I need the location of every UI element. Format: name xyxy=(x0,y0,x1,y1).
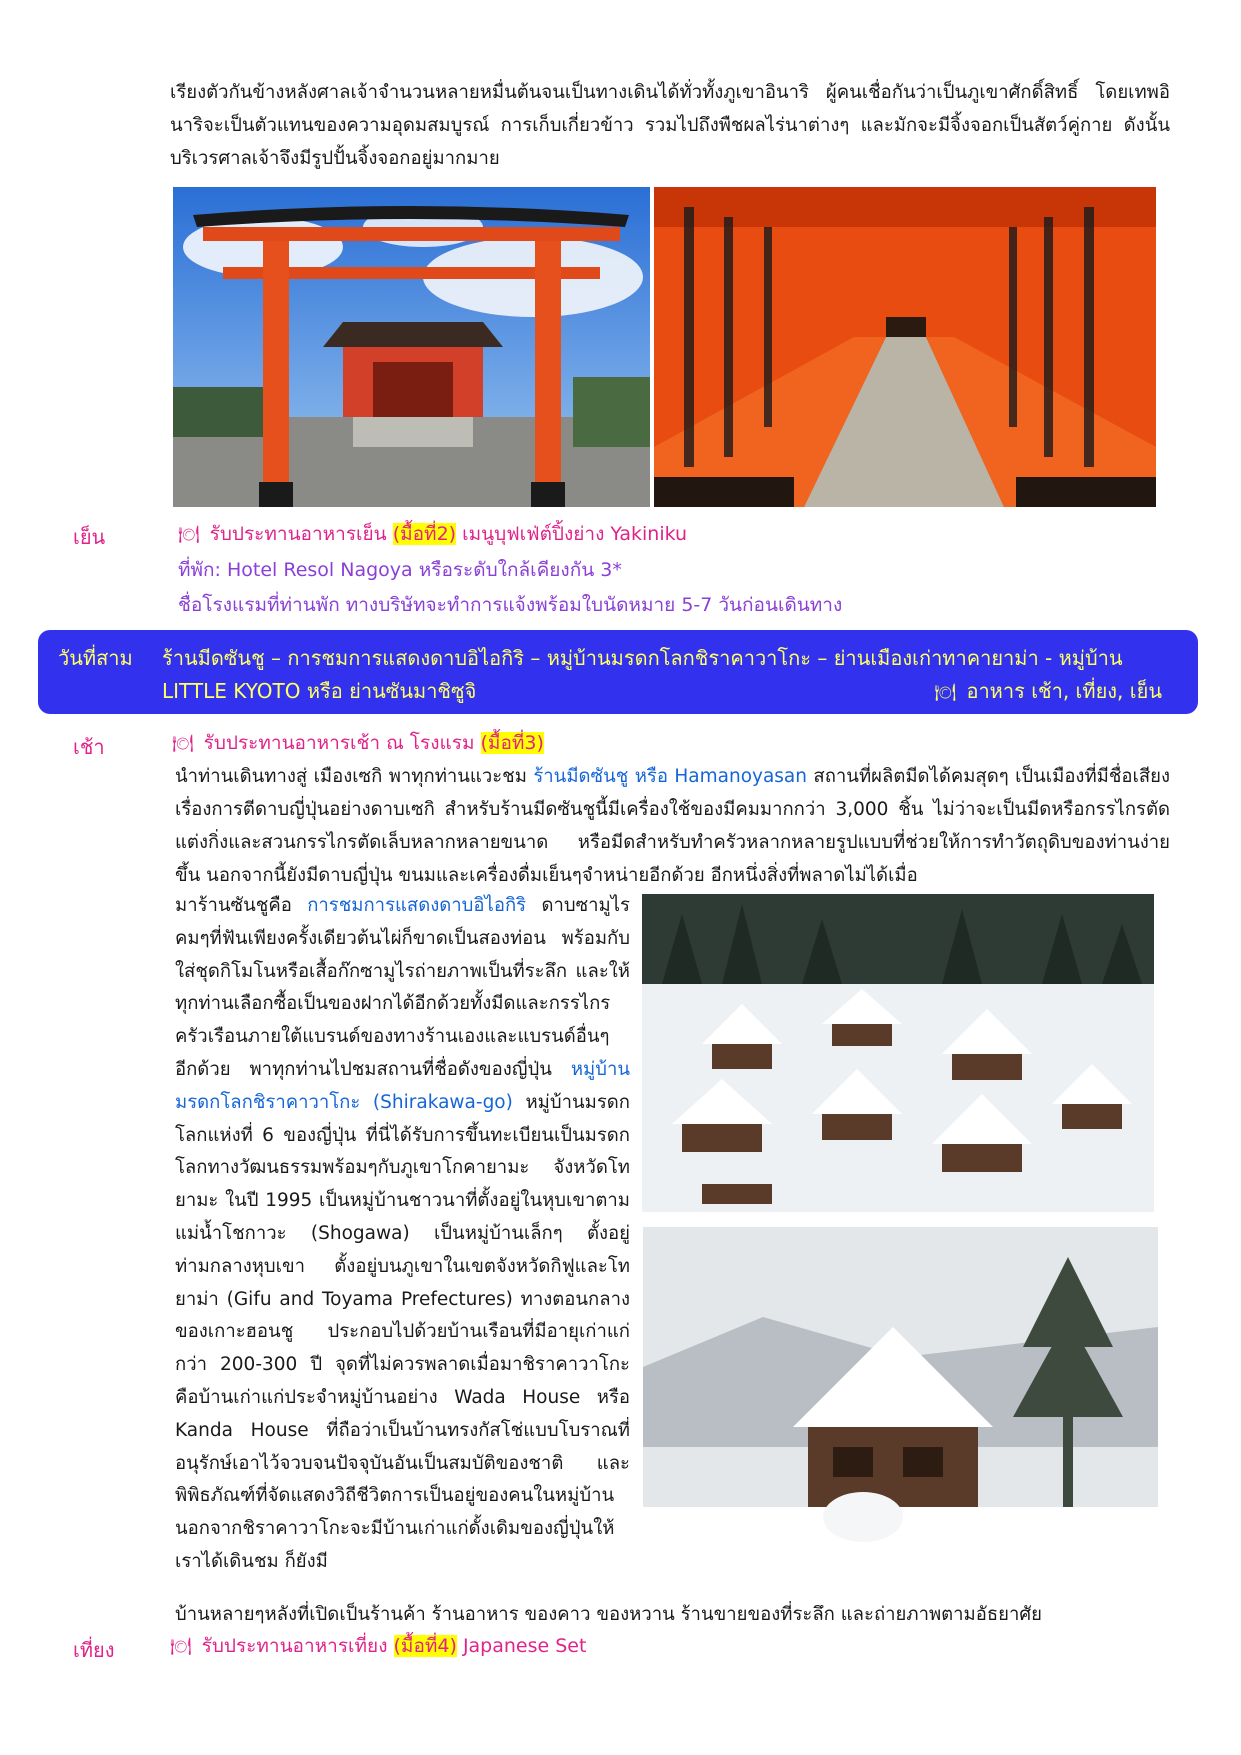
evening-meal-prefix: รับประทานอาหารเย็น xyxy=(209,523,387,545)
plate-icon: 🍽 xyxy=(170,1637,192,1657)
shirakawa-paragraph xyxy=(175,890,630,1579)
plate-icon: 🍽 xyxy=(934,683,957,703)
seki-text-b: สถานที่ผลิตมีดได้คมสุดๆ เป็นเมืองที่มีชื่อเสียงเรื่องการตีดาบญี่ปุ่นอย่างดาบเซกิ สำหรับร้านมีดซันชูนี้มีเครื่องใช้ของมีคมมากกว่า 3,000 ชิ้น ไม่ว่าจะเป็นมีดหรือกรรไกรตัดแต่งกิ่งและสวนกรรไกรตัดเล็บหลากหลายขนาด หรือมีดสำหรับทำครัวหลากหลายรูปแบบที่ช่วยให้การทำวัตถุดิบของท่านง่ายขึ้น นอกจากนี้ยังมีดาบญี่ปุ่น ขนมและเครื่องดื่มเย็นๆจำหน่ายอีกด้วย อีกหนึ่งสิ่งที่พลาดไม่ได้เมื่อ xyxy=(175,766,1171,886)
plate-icon: 🍽 xyxy=(172,734,194,754)
gassho-house-photo xyxy=(643,1227,1158,1572)
morning-meal-line xyxy=(172,727,544,761)
noon-meal-menu: Japanese Set xyxy=(462,1635,587,1657)
souvenir-paragraph: บ้านหลายๆหลังที่เปิดเป็นร้านค้า ร้านอาหาร ของคาว ของหวาน ร้านขายของที่ระลึก และถ่ายภาพตามอัธยาศัย xyxy=(175,1604,1042,1625)
sanshu-text-b: ดาบซามูไรคมๆที่ฟันเพียงครั้งเดียวต้นไผ่ก็ขาดเป็นสองท่อน พร้อมกับใส่ชุดกิโมโนหรือเสื้อก๊กซามูไรถ่ายภาพเป็นที่ระลึก และให้ทุกท่านเลือกซื้อเป็นของฝากได้อีกด้วยทั้งมีดและกรรไกรครัวเรือนภายใต้แบรนด์ของทางร้านเองและแบรนด์อื่นๆอีกด้วย พาทุกท่านไปชมสถานที่ชื่อดังของญี่ปุ่น xyxy=(175,895,630,1080)
plate-icon: 🍽 xyxy=(178,525,200,545)
day3-label: วันที่สาม xyxy=(58,646,133,670)
noon-meal-line xyxy=(170,1630,586,1664)
morning-meal-number: (มื้อที่3) xyxy=(480,732,544,754)
day3-itinerary-title: ร้านมีดซันชู – การชมการแสดงดาบอิไอกิริ – หมู่บ้านมรดกโลกชิราคาวาโกะ – ย่านเมืองเก่าทาคายาม่า - หมู่บ้าน LITTLE KYOTO หรือ ย่านซันมาชิซูจิ xyxy=(162,646,1123,703)
noon-meal-prefix: รับประทานอาหารเที่ยง xyxy=(201,1635,388,1657)
noon-label: เที่ยง xyxy=(73,1638,115,1662)
sanshu-shop-link[interactable]: ร้านมีดซันชู หรือ Hamanoyasan xyxy=(533,766,807,787)
day3-meals-text: อาหาร เช้า, เที่ยง, เย็น xyxy=(966,679,1162,703)
morning-meal-prefix: รับประทานอาหารเช้า ณ โรงแรม xyxy=(203,732,475,754)
evening-meal-number: (มื้อที่2) xyxy=(392,523,457,545)
iaigiri-show-link[interactable]: การชมการแสดงดาบอิไอกิริ xyxy=(307,895,527,916)
torii-tunnel-photo xyxy=(654,187,1156,507)
evening-meal-menu: เมนูบุฟเฟ่ต์ปิ้งย่าง Yakiniku xyxy=(462,523,688,545)
morning-label: เช้า xyxy=(73,735,105,759)
hotel-note-line: ชื่อโรงแรมที่ท่านพัก ทางบริษัทจะทำการแจ้งพร้อมใบนัดหมาย 5-7 วันก่อนเดินทาง xyxy=(178,594,843,616)
seki-paragraph xyxy=(175,760,1170,892)
shirakawa-go-link[interactable]: หมู่บ้านมรดกโลกชิราคาวาโกะ (Shirakawa-go) xyxy=(175,1058,630,1113)
hotel-line: ที่พัก: Hotel Resol Nagoya หรือระดับใกล้เคียงกัน 3* xyxy=(178,559,622,581)
evening-label: เย็น xyxy=(73,525,106,549)
noon-meal-number: (มื้อที่4) xyxy=(393,1635,457,1657)
seki-text-a: นำท่านเดินทางสู่ เมืองเซกิ พาทุกท่านแวะชม xyxy=(175,766,527,787)
intro-paragraph: เรียงตัวกันข้างหลังศาลเจ้าจำนวนหลายหมื่นต้นจนเป็นทางเดินได้ทั่วทั้งภูเขาอินาริ ผู้คนเชื่อกันว่าเป็นภูเขาศักดิ์สิทธิ์ โดยเทพอินาริจะเป็นตัวแทนของความอุดมสมบูรณ์ การเก็บเกี่ยวข้าว รวมไปถึงพืชผลไร่นาต่างๆ และมักจะมีจิ้งจอกเป็นสัตว์คู่กาย ดังนั้นบริเวรศาลเจ้าจึงมีรูปปั้นจิ้งจอกอยู่มากมาย xyxy=(170,82,1170,169)
sanshu-text-a: มาร้านซันชูคือ xyxy=(175,895,292,916)
shirakawa-village-photo xyxy=(642,894,1154,1212)
day3-meals xyxy=(934,675,1162,707)
evening-meal-line xyxy=(178,518,687,552)
shirakawa-text: หมู่บ้านมรดกโลกแห่งที่ 6 ของญี่ปุ่น ที่นี่ได้รับการขึ้นทะเบียนเป็นมรดกโลกทางวัฒนธรรมพร้อมๆกับภูเขาโกคายามะ จังหวัดโทยามะ ในปี 1995 เป็นหมู่บ้านชาวนาที่ตั้งอยู่ในหุบเขาตามแม่น้ำโชกาวะ (Shogawa) เป็นหมู่บ้านเล็กๆ ตั้งอยู่ท่ามกลางหุบเขา ตั้งอยู่บนภูเขาในเขตจังหวัดกิฟูและโทยาม่า (Gifu and Toyama Prefectures) ทางตอนกลางของเกาะฮอนชู ประกอบไปด้วยบ้านเรือนที่มีอายุเก่าแก่กว่า 200-300 ปี จุดที่ไม่ควรพลาดเมื่อมาชิราคาวาโกะ คือบ้านเก่าแก่ประจำหมู่บ้านอย่าง Wada House หรือ Kanda House ที่ถือว่าเป็นบ้านทรงกัสโช่แบบโบราณที่อนุรักษ์เอาไว้จวบจนปัจจุบันอันเป็นสมบัติของชาติ และพิพิธภัณฑ์ที่จัดแสดงวิถีชีวิตการเป็นอยู่ของคนในหมู่บ้าน นอกจากชิราคาวาโกะจะมีบ้านเก่าแก่ดั้งเดิมของญี่ปุ่นให้เราได้เดินชม ก็ยังมี xyxy=(175,1091,630,1572)
fushimi-inari-gate-photo xyxy=(173,187,650,507)
day3-banner xyxy=(38,630,1198,714)
